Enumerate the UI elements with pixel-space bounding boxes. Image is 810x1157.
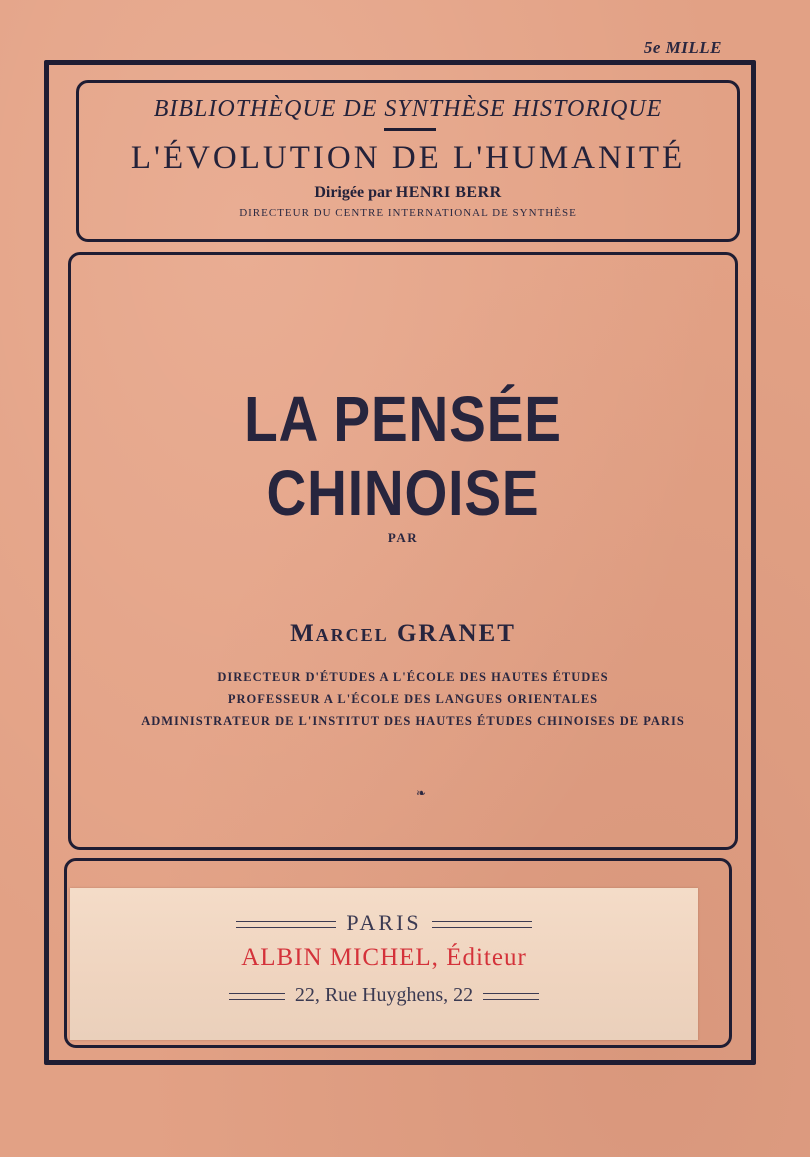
director-title: DIRECTEUR DU CENTRE INTERNATIONAL DE SYNTHÈSE: [239, 207, 577, 219]
ornament-mark: ❧: [416, 786, 427, 800]
author-first-name: Marcel: [290, 620, 389, 647]
city-line: [70, 910, 698, 936]
credential-line: PROFESSEUR A L'ÉCOLE DES LANGUES ORIENTALES: [227, 692, 599, 706]
author-name: [68, 620, 738, 648]
address: 22, Rue Huyghens, 22: [294, 984, 474, 1006]
editor-word: Éditeur: [446, 944, 527, 971]
city: PARIS: [346, 910, 422, 935]
edition-note: 5e MILLE: [643, 38, 722, 57]
credential-line: DIRECTEUR D'ÉTUDES A L'ÉCOLE DES HAUTES ÉTUDES: [217, 670, 609, 684]
directed-by-label: Dirigée par: [314, 184, 392, 201]
double-rule: [432, 921, 532, 928]
director-name: HENRI BERR: [395, 184, 502, 201]
author-last-name: GRANET: [396, 620, 516, 647]
double-rule: [229, 993, 285, 1000]
title-box: [68, 252, 738, 850]
book-title: LA PENSÉE CHINOISE: [244, 383, 562, 529]
by-label: PAR: [387, 530, 419, 545]
collection-name: L'ÉVOLUTION DE L'HUMANITÉ: [130, 140, 686, 176]
double-rule: [236, 921, 336, 928]
publisher-line: [70, 944, 698, 972]
address-line: [70, 984, 698, 1007]
series-underline: [384, 128, 436, 131]
publisher-label: [70, 888, 698, 1040]
credential-line: ADMINISTRATEUR DE L'INSTITUT DES HAUTES ÉTUDES CHINOISES DE PARIS: [141, 714, 685, 728]
double-rule: [483, 993, 539, 1000]
directed-by: [76, 184, 740, 202]
publisher-name: ALBIN MICHEL,: [241, 944, 439, 971]
series-name: BIBLIOTHÈQUE DE SYNTHÈSE HISTORIQUE: [153, 96, 663, 122]
author-credentials: [68, 666, 758, 732]
